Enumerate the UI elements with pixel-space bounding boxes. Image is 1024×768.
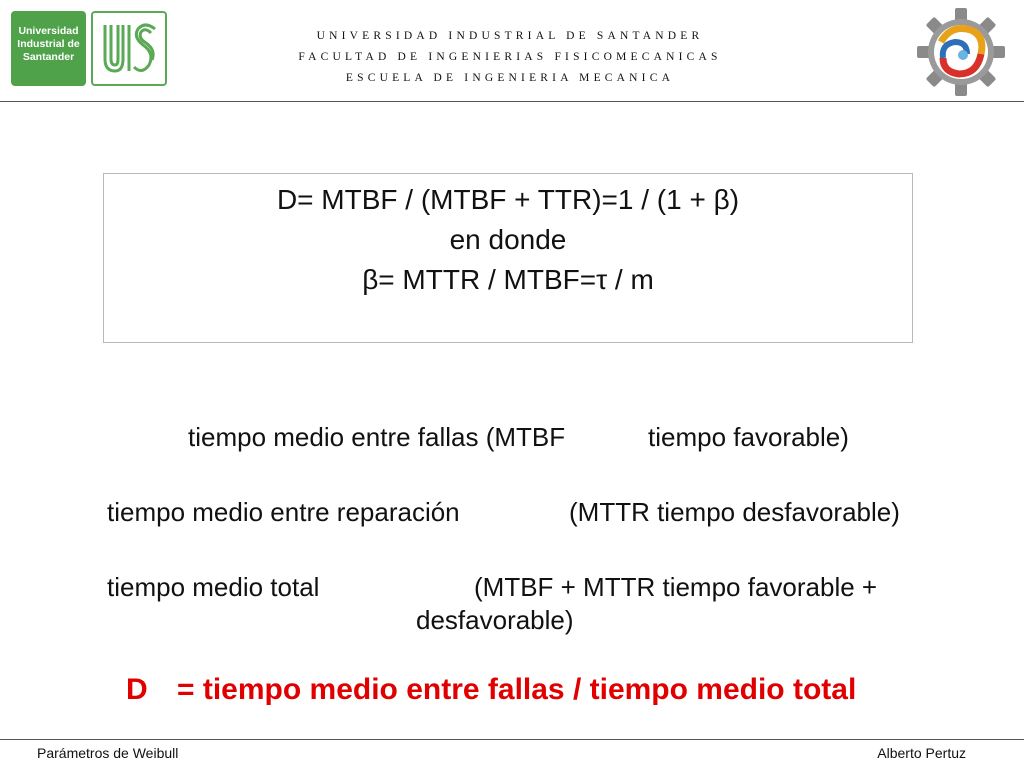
header-school: ESCUELA DE INGENIERIA MECANICA bbox=[345, 72, 675, 84]
logo-line-1: Universidad bbox=[18, 25, 79, 37]
gear-swirl-logo bbox=[916, 4, 1006, 98]
total-definition-right: (MTBF + MTTR tiempo favorable + bbox=[474, 572, 878, 602]
footer-title: Parámetros de Weibull bbox=[37, 745, 179, 761]
header-faculty: FACULTAD DE INGENIERIAS FISICOMECANICAS bbox=[298, 51, 722, 63]
footer-author: Alberto Pertuz bbox=[877, 745, 966, 761]
formula-connector: en donde bbox=[449, 224, 567, 255]
logo-line-3: Santander bbox=[22, 51, 75, 63]
availability-formula: D= MTBF / (MTBF + TTR)=1 / (1 + β) bbox=[276, 184, 740, 215]
mttr-definition-left: tiempo medio entre reparación bbox=[107, 497, 460, 527]
logo-line-2: Industrial de bbox=[17, 38, 80, 50]
result-symbol: D bbox=[126, 673, 148, 706]
mtbf-definition-left: tiempo medio entre fallas (MTBF bbox=[188, 422, 566, 452]
uis-text-logo bbox=[11, 11, 86, 86]
institution-header bbox=[180, 26, 840, 89]
header-divider bbox=[0, 101, 1024, 102]
header-university: UNIVERSIDAD INDUSTRIAL DE SANTANDER bbox=[316, 30, 704, 42]
total-definition-left: tiempo medio total bbox=[107, 572, 320, 602]
mttr-definition-right: (MTTR tiempo desfavorable) bbox=[569, 497, 900, 527]
total-definition-continuation: desfavorable) bbox=[416, 605, 574, 635]
uis-monogram-logo bbox=[91, 11, 167, 86]
footer-divider bbox=[0, 739, 1024, 740]
formula-box bbox=[103, 173, 913, 343]
beta-formula: β= MTTR / MTBF=τ / m bbox=[362, 264, 654, 295]
mtbf-definition-right: tiempo favorable) bbox=[648, 422, 849, 452]
result-definition: = tiempo medio entre fallas / tiempo medio total bbox=[177, 673, 857, 706]
